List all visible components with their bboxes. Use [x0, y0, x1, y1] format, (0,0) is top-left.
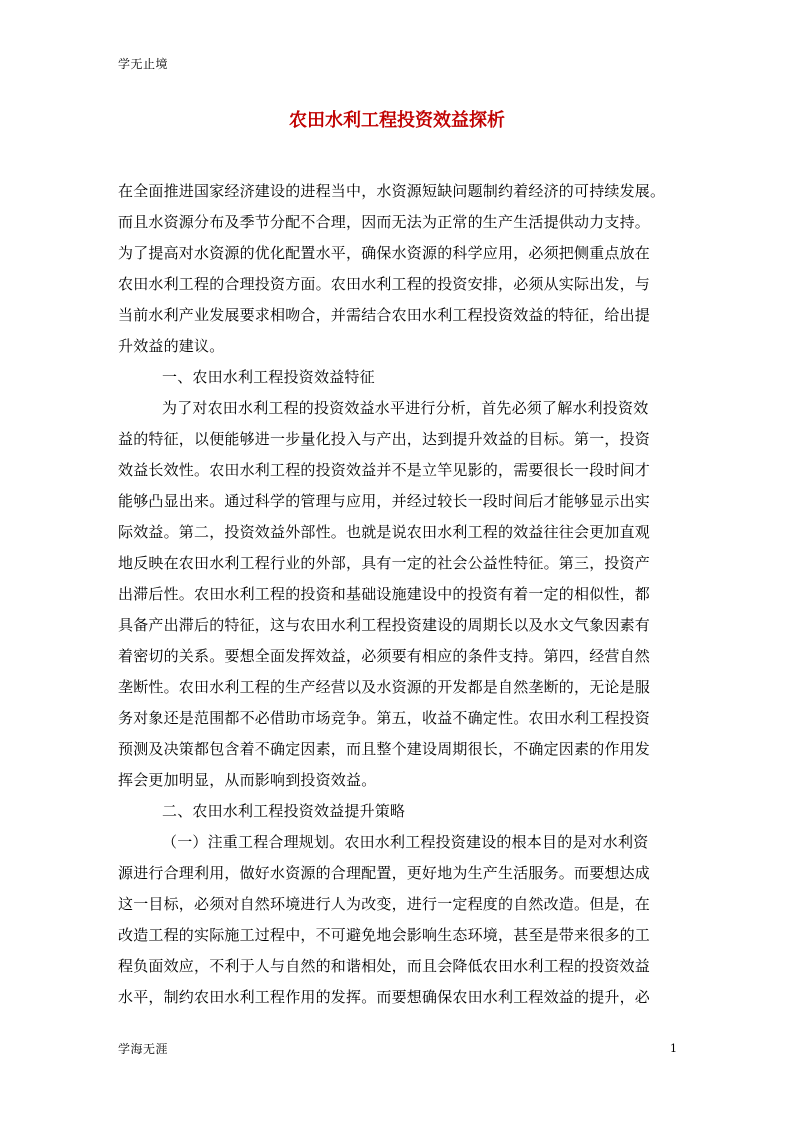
- body-line: 地反映在农田水利工程行业的外部，具有一定的社会公益性特征。第三，投资产: [118, 554, 651, 572]
- body-line: 当前水利产业发展要求相吻合，并需结合农田水利工程投资效益的特征，给出提: [118, 306, 651, 324]
- body-line: 源进行合理利用，做好水资源的合理配置，更好地为生产生活服务。而要想达成: [118, 864, 651, 882]
- document-title: 农田水利工程投资效益探析: [289, 110, 505, 131]
- page-footer: 学海无涯: [118, 1042, 169, 1056]
- body-line: 程负面效应，不利于人与自然的和谐相处，而且会降低农田水利工程的投资效益: [118, 957, 651, 975]
- body-line: 农田水利工程的合理投资方面。农田水利工程的投资安排，必须从实际出发，与: [118, 275, 651, 293]
- body-line: 出滞后性。农田水利工程的投资和基础设施建设中的投资有着一定的相似性，都: [118, 585, 651, 603]
- body-line: 水平，制约农田水利工程作用的发挥。而要想确保农田水利工程效益的提升，必: [118, 988, 651, 1006]
- body-line: 而且水资源分布及季节分配不合理，因而无法为正常的生产生活提供动力支持。: [118, 213, 651, 231]
- body-line: 务对象还是范围都不必借助市场竞争。第五，收益不确定性。农田水利工程投资: [118, 709, 651, 727]
- body-line: 着密切的关系。要想全面发挥效益，必须要有相应的条件支持。第四，经营自然: [118, 647, 651, 665]
- body-line: 效益长效性。农田水利工程的投资效益并不是立竿见影的，需要很长一段时间才: [118, 461, 651, 479]
- body-line: 为了提高对水资源的优化配置水平，确保水资源的科学应用，必须把侧重点放在: [118, 244, 651, 262]
- body-line: 挥会更加明显，从而影响到投资效益。: [118, 771, 377, 789]
- body-line: 一、农田水利工程投资效益特征: [162, 368, 375, 386]
- body-line: 具备产出滞后的特征，这与农田水利工程投资建设的周期长以及水文气象因素有: [118, 616, 651, 634]
- page-header: 学无止境: [118, 57, 169, 71]
- body-line: 在全面推进国家经济建设的进程当中，水资源短缺问题制约着经济的可持续发展。: [118, 182, 666, 200]
- body-line: （一）注重工程合理规划。农田水利工程投资建设的根本目的是对水利资: [162, 833, 649, 851]
- body-line: 改造工程的实际施工过程中，不可避免地会影响生态环境，甚至是带来很多的工: [118, 926, 651, 944]
- body-line: 益的特征，以便能够进一步量化投入与产出，达到提升效益的目标。第一，投资: [118, 430, 651, 448]
- body-line: 为了对农田水利工程的投资效益水平进行分析，首先必须了解水利投资效: [162, 399, 649, 417]
- body-line: 二、农田水利工程投资效益提升策略: [162, 802, 406, 820]
- body-line: 际效益。第二，投资效益外部性。也就是说农田水利工程的效益往往会更加直观: [118, 523, 651, 541]
- body-line: 能够凸显出来。通过科学的管理与应用，并经过较长一段时间后才能够显示出实: [118, 492, 651, 510]
- page-number: 1: [670, 1042, 677, 1055]
- document-body: [118, 176, 686, 1013]
- body-line: 预测及决策都包含着不确定因素，而且整个建设周期很长，不确定因素的作用发: [118, 740, 651, 758]
- body-line: 这一目标，必须对自然环境进行人为改变，进行一定程度的自然改造。但是，在: [118, 895, 651, 913]
- body-line: 垄断性。农田水利工程的生产经营以及水资源的开发都是自然垄断的，无论是服: [118, 678, 651, 696]
- body-line: 升效益的建议。: [118, 337, 225, 355]
